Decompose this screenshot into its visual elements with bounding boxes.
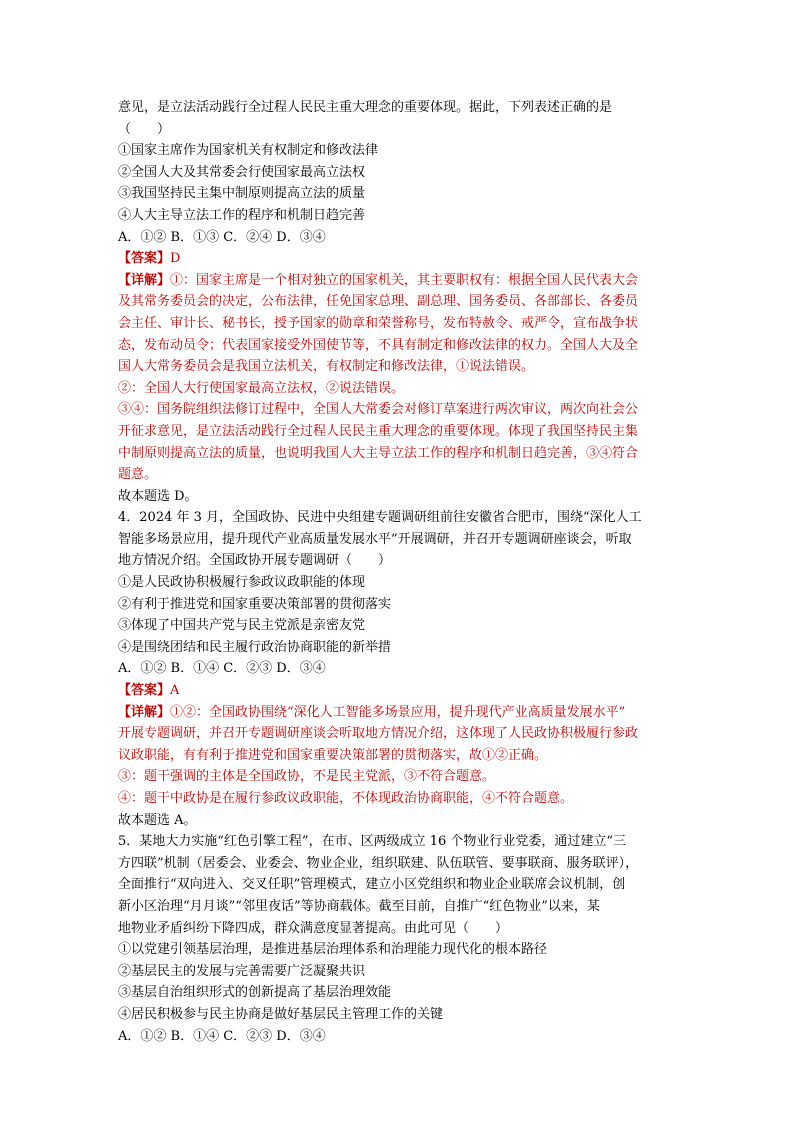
q3-option-1: ①国家主席作为国家机关有权制定和修改法律 — [118, 143, 379, 159]
q4-detail-line-2: 开展专题调研，并召开专题调研座谈会听取地方情况介绍，这体现了人民政协积极履行参政 — [118, 726, 639, 742]
q5-option-1: ①以党建引领基层治理，是推进基层治理体系和治理能力现代化的根本路径 — [118, 942, 548, 958]
q4-option-3: ③体现了中国共产党与民主党派是亲密友党 — [118, 618, 366, 634]
detail-label: 【详解】 — [118, 272, 171, 288]
q3-stem-line-1: 意见，是立法活动践行全过程人民民主重大理念的重要体现。据此，下列表述正确的是 — [118, 100, 613, 115]
q5-option-2: ②基层民主的发展与完善需要广泛凝聚共识 — [118, 963, 366, 979]
q3-detail-line-1 — [118, 270, 678, 292]
q3-option-2: ②全国人大及其常委会行使国家最高立法权 — [118, 164, 366, 180]
q3-answer — [118, 248, 678, 270]
q4-answer — [118, 680, 678, 702]
q5-option-3: ③基层自治组织形式的创新提高了基层治理效能 — [118, 985, 392, 1001]
q4-option-1: ①是人民政协积极履行参政议政职能的体现 — [118, 575, 366, 591]
q3-stem-line-2: （ ） — [118, 121, 171, 137]
q3-choices: A．①② B．①③ C．②④ D．③④ — [118, 229, 326, 245]
q3-detail-red-line-4: 中制原则提高立法的质量，也说明我国人大主导立法工作的程序和机制日趋完善，③④符合 — [118, 445, 639, 461]
answer-value: A — [170, 683, 180, 699]
q5-stem-line-3: 全面推行“双向进入、交叉任职”管理模式，建立小区党组织和物业企业联席会议机制，创 — [118, 877, 626, 893]
q3-option-4: ④人大主导立法工作的程序和机制日趋完善 — [118, 207, 366, 223]
q5-choices: A．①② B．①④ C．②③ D．③④ — [118, 1028, 326, 1044]
q5-option-4: ④居民积极参与民主协商是做好基层民主管理工作的关键 — [118, 1006, 444, 1022]
q3-detail-red-line-5: 题意。 — [118, 467, 158, 483]
q4-detail-line-3: 议政职能，有有利于推进党和国家重要决策部署的贯彻落实，故①②正确。 — [118, 747, 548, 763]
q3-detail-line-3: 会主任、审计长、秘书长，授予国家的勋章和荣誉称号，发布特赦令、戒严令，宣布战争状 — [118, 315, 639, 331]
q5-stem-line-4: 新小区治理“月月谈”“邻里夜话”等协商载体。截至目前，自推广“红色物业”以来，某 — [118, 898, 600, 914]
q3-detail-line-5: 国人大常务委员会是我国立法机关，有权制定和修改法律，①说法错误。 — [118, 359, 535, 375]
q4-detail-line-5: ④：题干中政协是在履行参政议政职能，不体现政治协商职能，④不符合题意。 — [118, 791, 574, 806]
q5-stem-line-5: 地物业矛盾纠纷下降四成，群众满意度显著提高。由此可见（ ） — [118, 920, 509, 936]
detail-text: ①②：全国政协围绕“深化人工智能多场景应用，提升现代产业高质量发展水平” — [170, 704, 626, 720]
detail-text: ①：国家主席是一个相对独立的国家机关，其主要职权有：根据全国人民代表大会 — [170, 272, 639, 288]
q4-conclusion: 故本题选 A。 — [118, 812, 197, 828]
q3-detail-red-line-3: 开征求意见，是立法活动践行全过程人民民主重大理念的重要体现。体现了我国坚持民主集 — [118, 423, 639, 439]
q4-stem-line-3: 地方情况介绍。全国政协开展专题调研（ ） — [118, 553, 392, 569]
q3-detail-red-line-1: ②：全国人大行使国家最高立法权，②说法错误。 — [118, 380, 405, 396]
q3-detail-line-2: 及其常务委员会的决定，公布法律，任免国家总理、副总理、国务委员、各部部长、各委员 — [118, 294, 639, 310]
answer-label: 【答案】 — [118, 251, 171, 267]
q4-detail-line-4: ③：题干强调的主体是全国政协，不是民主党派，③不符合题意。 — [118, 769, 496, 785]
q3-conclusion: 故本题选 D。 — [118, 488, 198, 504]
q4-option-2: ②有利于推进党和国家重要决策部署的贯彻落实 — [118, 596, 392, 612]
document-page — [118, 97, 678, 1047]
q5-stem-line-2: 方四联”机制（居委会、业委会、物业企业，组织联建、队伍联管、要事联商、服务联评）， — [118, 855, 639, 871]
answer-label: 【答案】 — [118, 683, 171, 699]
q4-option-4: ④是围绕团结和民主履行政治协商职能的新举措 — [118, 639, 392, 655]
answer-value: D — [170, 251, 181, 267]
q4-stem-line-1: 4．2024 年 3 月，全国政协、民进中央组建专题调研组前往安徽省合肥市，围绕“深化人工 — [118, 510, 642, 526]
q5-stem-line-1: 5．某地大力实施“红色引擎工程”，在市、区两级成立 16 个物业行业党委，通过建立“三 — [118, 834, 627, 850]
q3-detail-red-line-2: ③④：国务院组织法修订过程中，全国人大常委会对修订草案进行两次审议，两次向社会公 — [118, 402, 639, 418]
q4-choices: A．①② B．①④ C．②③ D．③④ — [118, 661, 326, 677]
q3-detail-line-4: 态，发布动员令；代表国家接受外国使节等，不具有制定和修改法律的权力。全国人大及全 — [118, 337, 639, 353]
q3-option-3: ③我国坚持民主集中制原则提高立法的质量 — [118, 186, 366, 202]
q4-detail-line-1 — [118, 702, 678, 724]
q4-stem-line-2: 智能多场景应用，提升现代产业高质量发展水平”开展调研，并召开专题调研座谈会，听取 — [118, 531, 632, 547]
detail-label: 【详解】 — [118, 704, 171, 720]
